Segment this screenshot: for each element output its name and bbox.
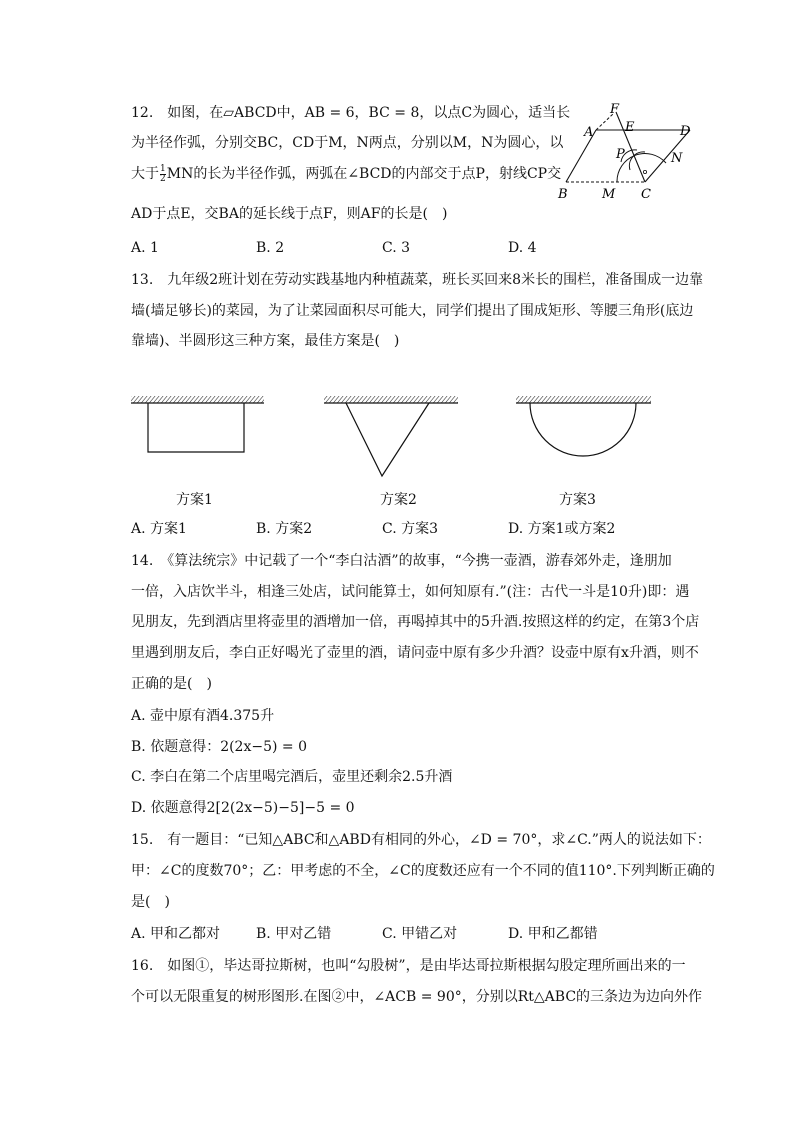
q12-line-4: AD于点E，交BA的延长线于点F，则AF的长是( ) <box>131 206 448 222</box>
fraction-one-half <box>160 165 166 184</box>
q13-option-b[interactable]: B. 方案2 <box>256 521 313 537</box>
angle-mark <box>643 170 646 173</box>
plan-3-semicircle <box>516 396 651 456</box>
q12-option-b[interactable]: B. 2 <box>256 240 285 256</box>
rectangle-fence <box>148 403 244 452</box>
q16-line-1: 16. 如图①，毕达哥拉斯树，也叫“勾股树”，是由毕达哥拉斯根据勾股定理所画出来的一 <box>131 958 686 974</box>
q12-option-d[interactable]: D. 4 <box>508 240 537 256</box>
label-e: E <box>625 120 635 135</box>
q14-option-d[interactable]: D. 依题意得2[2(2x−5)−5]−5 = 0 <box>131 800 355 816</box>
plan-2-triangle <box>324 396 458 476</box>
plan-1-rectangle <box>131 396 264 452</box>
q12-line-2: 为半径作弧，分别交BC，CD于M，N两点，分别以M，N为圆心，以 <box>131 135 564 151</box>
wall-hatch-2 <box>324 396 458 403</box>
q13-line-2: 墙(墙足够长)的菜园，为了让菜园面积尽可能大，同学们提出了围成矩形、等腰三角形(底边 <box>131 303 694 319</box>
caption-plan-1: 方案1 <box>176 492 213 508</box>
q14-line-1: 14. 《算法统宗》中记载了一个“李白沽酒”的故事，“今携一壶酒，游春郊外走，逢朋加 <box>131 553 672 569</box>
semicircle-fence <box>530 403 636 456</box>
q14-option-a[interactable]: A. 壶中原有酒4.375升 <box>131 708 275 724</box>
q14-option-b[interactable]: B. 依题意得：2(2x−5) = 0 <box>131 739 307 755</box>
q13-option-d[interactable]: D. 方案1或方案2 <box>508 521 616 537</box>
label-p: P <box>616 147 625 162</box>
frac-denominator: 2 <box>160 173 166 184</box>
q15-line-1: 15. 有一题目：“已知△ABC和△ABD有相同的外心，∠D = 70°，求∠C.”两人的说法如下： <box>131 832 711 848</box>
q12-parallelogram-figure <box>555 100 700 205</box>
q13-line-1: 13. 九年级2班计划在劳动实践基地内种植蔬菜，班长买回来8米长的围栏，准备围成一边靠 <box>131 272 704 288</box>
label-f: F <box>610 102 620 117</box>
q15-option-b[interactable]: B. 甲对乙错 <box>256 926 332 942</box>
q12-option-a[interactable]: A. 1 <box>131 240 159 256</box>
q16-line-2: 个可以无限重复的树形图形.在图②中，∠ACB = 90°，分别以Rt△ABC的三条边为边向外作 <box>131 989 703 1005</box>
q15-line-2: 甲：∠C的度数70°；乙：甲考虑的不全，∠C的度数还应有一个不同的值110°.下列判断正确的 <box>131 863 715 879</box>
q14-line-4: 里遇到朋友后，李白正好喝光了壶里的酒，请问壶中原有多少升酒？设壶中原有x升酒，则不 <box>131 645 699 661</box>
q15-option-d[interactable]: D. 甲和乙都错 <box>508 926 598 942</box>
q13-option-a[interactable]: A. 方案1 <box>131 521 187 537</box>
q14-line-5: 正确的是( ) <box>131 676 212 692</box>
q12-line-3-prefix: 大于 <box>131 166 159 182</box>
q12-line-1: 12. 如图，在▱ABCD中，AB = 6，BC = 8，以点C为圆心，适当长 <box>131 105 571 121</box>
q14-option-c[interactable]: C. 李白在第二个店里喝完酒后，壶里还剩余2.5升酒 <box>131 769 453 785</box>
q12-line-3 <box>131 164 561 184</box>
triangle-fence <box>346 403 429 476</box>
q13-option-c[interactable]: C. 方案3 <box>382 521 439 537</box>
frac-numerator: 1 <box>160 163 166 174</box>
label-b: B <box>558 187 568 202</box>
label-d: D <box>680 124 691 139</box>
caption-plan-3: 方案3 <box>559 492 596 508</box>
label-c: C <box>641 187 651 202</box>
caption-plan-2: 方案2 <box>380 492 417 508</box>
label-n: N <box>671 151 683 166</box>
q13-plans-figure <box>0 385 794 485</box>
q15-line-3: 是( ) <box>131 894 170 910</box>
q12-line-3-text: MN的长为半径作弧，两弧在∠BCD的内部交于点P，射线CP交 <box>166 166 562 182</box>
q15-option-c[interactable]: C. 甲错乙对 <box>382 926 458 942</box>
q15-option-a[interactable]: A. 甲和乙都对 <box>131 926 221 942</box>
wall-hatch-1 <box>131 396 264 403</box>
q13-line-3: 靠墙)、半圆形这三种方案，最佳方案是( ) <box>131 333 400 349</box>
q12-option-c[interactable]: C. 3 <box>382 240 411 256</box>
label-m: M <box>602 187 616 202</box>
label-a: A <box>584 125 594 140</box>
wall-hatch-3 <box>516 396 651 403</box>
q14-line-2: 一倍，入店饮半斗，相逢三处店，试问能算士，如何知原有.”(注：古代一斗是10升)即：遇 <box>131 584 690 600</box>
q14-line-3: 见朋友，先到酒店里将壶里的酒增加一倍，再喝掉其中的5升酒.按照这样的约定，在第3个店 <box>131 614 700 630</box>
